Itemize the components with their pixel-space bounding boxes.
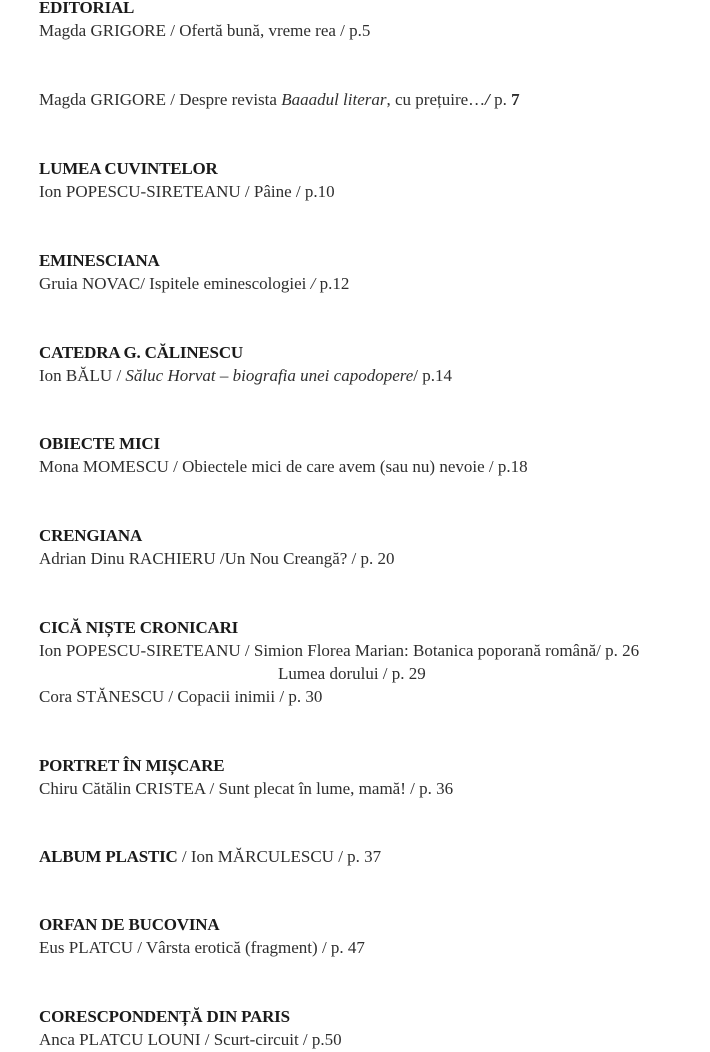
- section-heading-cica-niste-cronicari: CICĂ NIȘTE CRONICARI: [39, 618, 239, 637]
- entry-text: / Ion MĂRCULESCU / p. 37: [177, 847, 382, 866]
- toc-entry: Cora STĂNESCU / Copacii inimii / p. 30: [39, 687, 323, 706]
- entry-text: p.: [489, 90, 512, 109]
- entry-page-number: 7: [511, 90, 520, 109]
- toc-entry: Ion POPESCU-SIRETEANU / Pâine / p.10: [39, 182, 335, 201]
- toc-entry: [39, 274, 349, 294]
- entry-text: p.12: [315, 274, 350, 293]
- toc-entry: [39, 90, 520, 110]
- section-heading-catedra-calinescu: CATEDRA G. CĂLINESCU: [39, 343, 243, 362]
- toc-entry: [39, 366, 452, 386]
- toc-entry: Ion POPESCU-SIRETEANU / Simion Florea Marian: Botanica poporană română/ p. 26: [39, 641, 640, 660]
- entry-text: , cu prețuire…: [386, 90, 486, 109]
- toc-entry: Lumea dorului / p. 29: [278, 664, 426, 683]
- entry-title-italic: Baaadul literar: [281, 90, 387, 109]
- section-heading-album-plastic: ALBUM PLASTIC: [39, 847, 178, 866]
- toc-entry: Anca PLATCU LOUNI / Scurt-circuit / p.50: [39, 1030, 342, 1049]
- toc-entry: Eus PLATCU / Vârsta erotică (fragment) / p. 47: [39, 938, 365, 957]
- toc-entry: Magda GRIGORE / Ofertă bună, vreme rea / p.5: [39, 21, 371, 40]
- section-heading-obiecte-mici: OBIECTE MICI: [39, 434, 160, 453]
- toc-entry: Mona MOMESCU / Obiectele mici de care avem (sau nu) nevoie / p.18: [39, 457, 528, 476]
- toc-entry: Adrian Dinu RACHIERU /Un Nou Creangă? / p. 20: [39, 549, 395, 568]
- entry-text: Ion BĂLU /: [39, 366, 126, 385]
- toc-entry: [39, 847, 381, 867]
- entry-text: Magda GRIGORE / Despre revista: [39, 90, 282, 109]
- entry-text: Gruia NOVAC/ Ispitele eminescologiei: [39, 274, 311, 293]
- section-heading-eminesciana: EMINESCIANA: [39, 251, 160, 270]
- section-heading-editorial: EDITORIAL: [39, 0, 135, 17]
- section-heading-crengiana: CRENGIANA: [39, 526, 143, 545]
- toc-entry: Chiru Cătălin CRISTEA / Sunt plecat în lume, mamă! / p. 36: [39, 779, 454, 798]
- section-heading-lumea-cuvintelor: LUMEA CUVINTELOR: [39, 159, 218, 178]
- entry-separator: /: [310, 274, 316, 293]
- section-heading-orfan-de-bucovina: ORFAN DE BUCOVINA: [39, 915, 220, 934]
- entry-text: / p.14: [413, 366, 453, 385]
- section-heading-corespondenta-din-paris: CORESCPONDENȚĂ DIN PARIS: [39, 1007, 290, 1026]
- entry-separator: /: [485, 90, 490, 109]
- entry-title-italic: Săluc Horvat – biografia unei capodopere: [125, 366, 414, 385]
- section-heading-portret-in-miscare: PORTRET ÎN MIȘCARE: [39, 756, 225, 775]
